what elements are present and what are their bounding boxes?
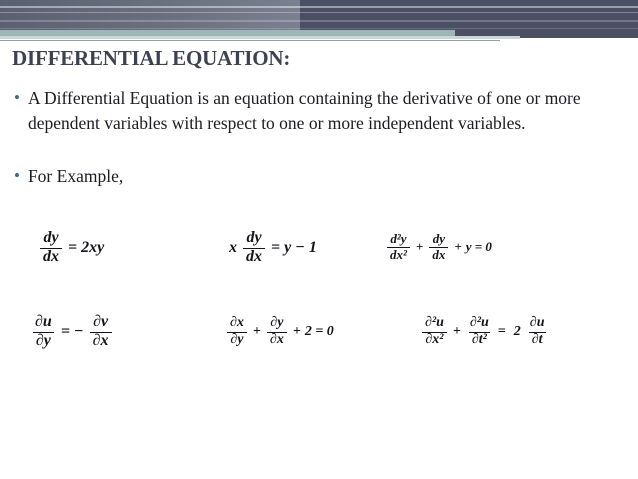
equation-6-numerator-1: ∂²u	[425, 315, 444, 330]
equation-5-numerator-2: ∂y	[270, 315, 284, 330]
banner-stripe	[0, 20, 638, 22]
equation-5-operator-2: +	[292, 323, 301, 339]
equation-2-tail: y − 1	[284, 238, 317, 256]
equation-6-operator-1: +	[452, 323, 461, 339]
equation-5-denominator-2: ∂x	[267, 332, 287, 348]
equation-4	[30, 314, 114, 350]
banner-accent-bar-light	[0, 36, 520, 39]
equation-2-lead: x	[229, 238, 237, 256]
banner-stripe	[0, 6, 638, 8]
equation-5-tail: 2 = 0	[304, 323, 334, 339]
banner-underline	[0, 40, 500, 41]
equation-3-numerator-2: dy	[432, 231, 445, 246]
bullet-dot-icon: •	[14, 166, 20, 185]
equation-row-2	[0, 312, 638, 374]
equation-3-denominator-1: dx²	[387, 247, 410, 262]
equation-4-operator: = −	[60, 322, 84, 340]
bullet-text: For Example,	[27, 166, 124, 186]
equation-1	[38, 230, 104, 266]
banner-stripe	[0, 12, 638, 13]
equation-4-numerator-2: ∂v	[93, 313, 109, 330]
equation-3	[385, 232, 492, 261]
page-title: DIFFERENTIAL EQUATION:	[12, 46, 291, 70]
equation-3-operator-1: +	[415, 238, 424, 254]
equation-6-denominator-2: ∂t²	[469, 332, 490, 348]
list-item	[14, 86, 628, 136]
equation-4-numerator-1: ∂u	[35, 313, 52, 330]
equation-1-denominator: dx	[40, 248, 62, 266]
equation-row-1	[0, 228, 638, 290]
bullet-list	[14, 86, 628, 195]
equation-6	[420, 316, 550, 347]
equation-5-operator-1: +	[252, 323, 261, 339]
equation-6-coefficient: 2	[513, 323, 521, 339]
equation-6-denominator-3: ∂t	[529, 332, 546, 348]
equation-3-numerator-1: d²y	[390, 231, 407, 246]
equation-6-numerator-2: ∂²u	[469, 315, 489, 330]
equation-3-denominator-2: dx	[429, 247, 448, 262]
equation-2-operator: =	[271, 238, 281, 256]
equation-6-operator-2: =	[497, 323, 506, 339]
banner-stripe	[0, 28, 638, 29]
equation-5-denominator-1: ∂y	[227, 332, 246, 348]
equation-2	[225, 230, 317, 266]
equation-area	[0, 228, 638, 374]
equation-1-tail: 2xy	[81, 238, 105, 256]
equation-2-denominator: dx	[243, 248, 265, 266]
equation-4-denominator-2: ∂x	[90, 332, 112, 350]
equation-6-numerator-3: ∂u	[529, 315, 545, 330]
list-item	[14, 164, 628, 189]
equation-3-operator-2: +	[454, 238, 462, 254]
spacer	[14, 142, 628, 164]
equation-3-tail: y = 0	[465, 238, 492, 254]
equation-1-numerator: dy	[43, 229, 59, 246]
equation-1-operator: =	[68, 238, 78, 256]
bullet-dot-icon: •	[14, 88, 20, 107]
equation-4-denominator-1: ∂y	[33, 332, 54, 350]
equation-5-numerator-1: ∂x	[230, 315, 244, 330]
equation-2-numerator: dy	[246, 229, 262, 246]
slide-header-banner	[0, 0, 638, 42]
equation-5	[225, 316, 334, 347]
equation-6-denominator-1: ∂x²	[422, 332, 446, 348]
bullet-text: A Differential Equation is an equation containing the derivative of one or more dependent variables with respect to one or more independent variables.	[27, 88, 581, 133]
